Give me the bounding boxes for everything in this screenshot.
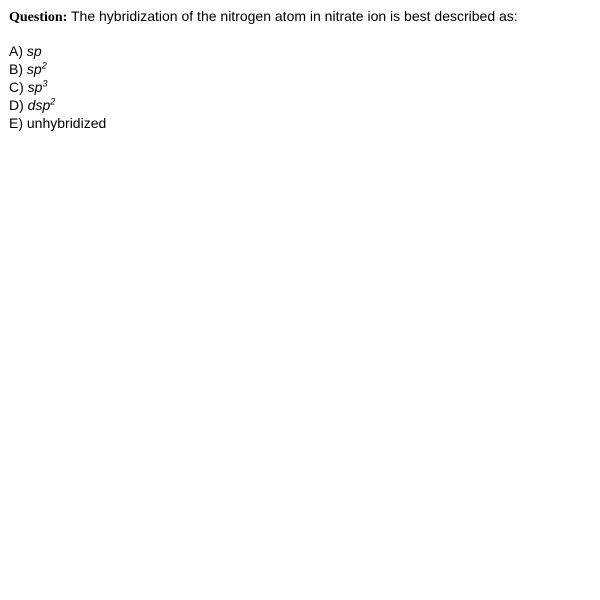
option-c bbox=[9, 78, 106, 96]
option-b bbox=[9, 60, 106, 78]
option-letter: C) bbox=[9, 79, 24, 95]
option-value bbox=[28, 79, 48, 95]
option-e bbox=[9, 114, 106, 132]
option-superscript: 2 bbox=[50, 96, 56, 107]
option-d bbox=[9, 96, 106, 114]
question-stem bbox=[9, 7, 594, 27]
option-a bbox=[9, 42, 106, 60]
option-base: sp bbox=[26, 43, 42, 59]
option-letter: D) bbox=[9, 97, 24, 113]
option-value bbox=[28, 97, 56, 113]
option-value bbox=[27, 61, 47, 77]
option-base: sp bbox=[26, 61, 42, 77]
option-letter: A) bbox=[9, 43, 23, 59]
question-text: The hybridization of the nitrogen atom in nitrate ion is best described as: bbox=[70, 8, 518, 24]
option-superscript: 2 bbox=[41, 60, 47, 71]
option-value bbox=[27, 115, 106, 131]
option-letter: E) bbox=[9, 115, 23, 131]
option-base: unhybridized bbox=[26, 115, 107, 131]
option-base: sp bbox=[27, 79, 43, 95]
option-letter: B) bbox=[9, 61, 23, 77]
question-label: Question: bbox=[9, 10, 68, 25]
option-superscript: 3 bbox=[42, 78, 48, 89]
option-value bbox=[27, 43, 42, 59]
option-base: dsp bbox=[27, 97, 51, 113]
answer-options bbox=[9, 42, 106, 132]
